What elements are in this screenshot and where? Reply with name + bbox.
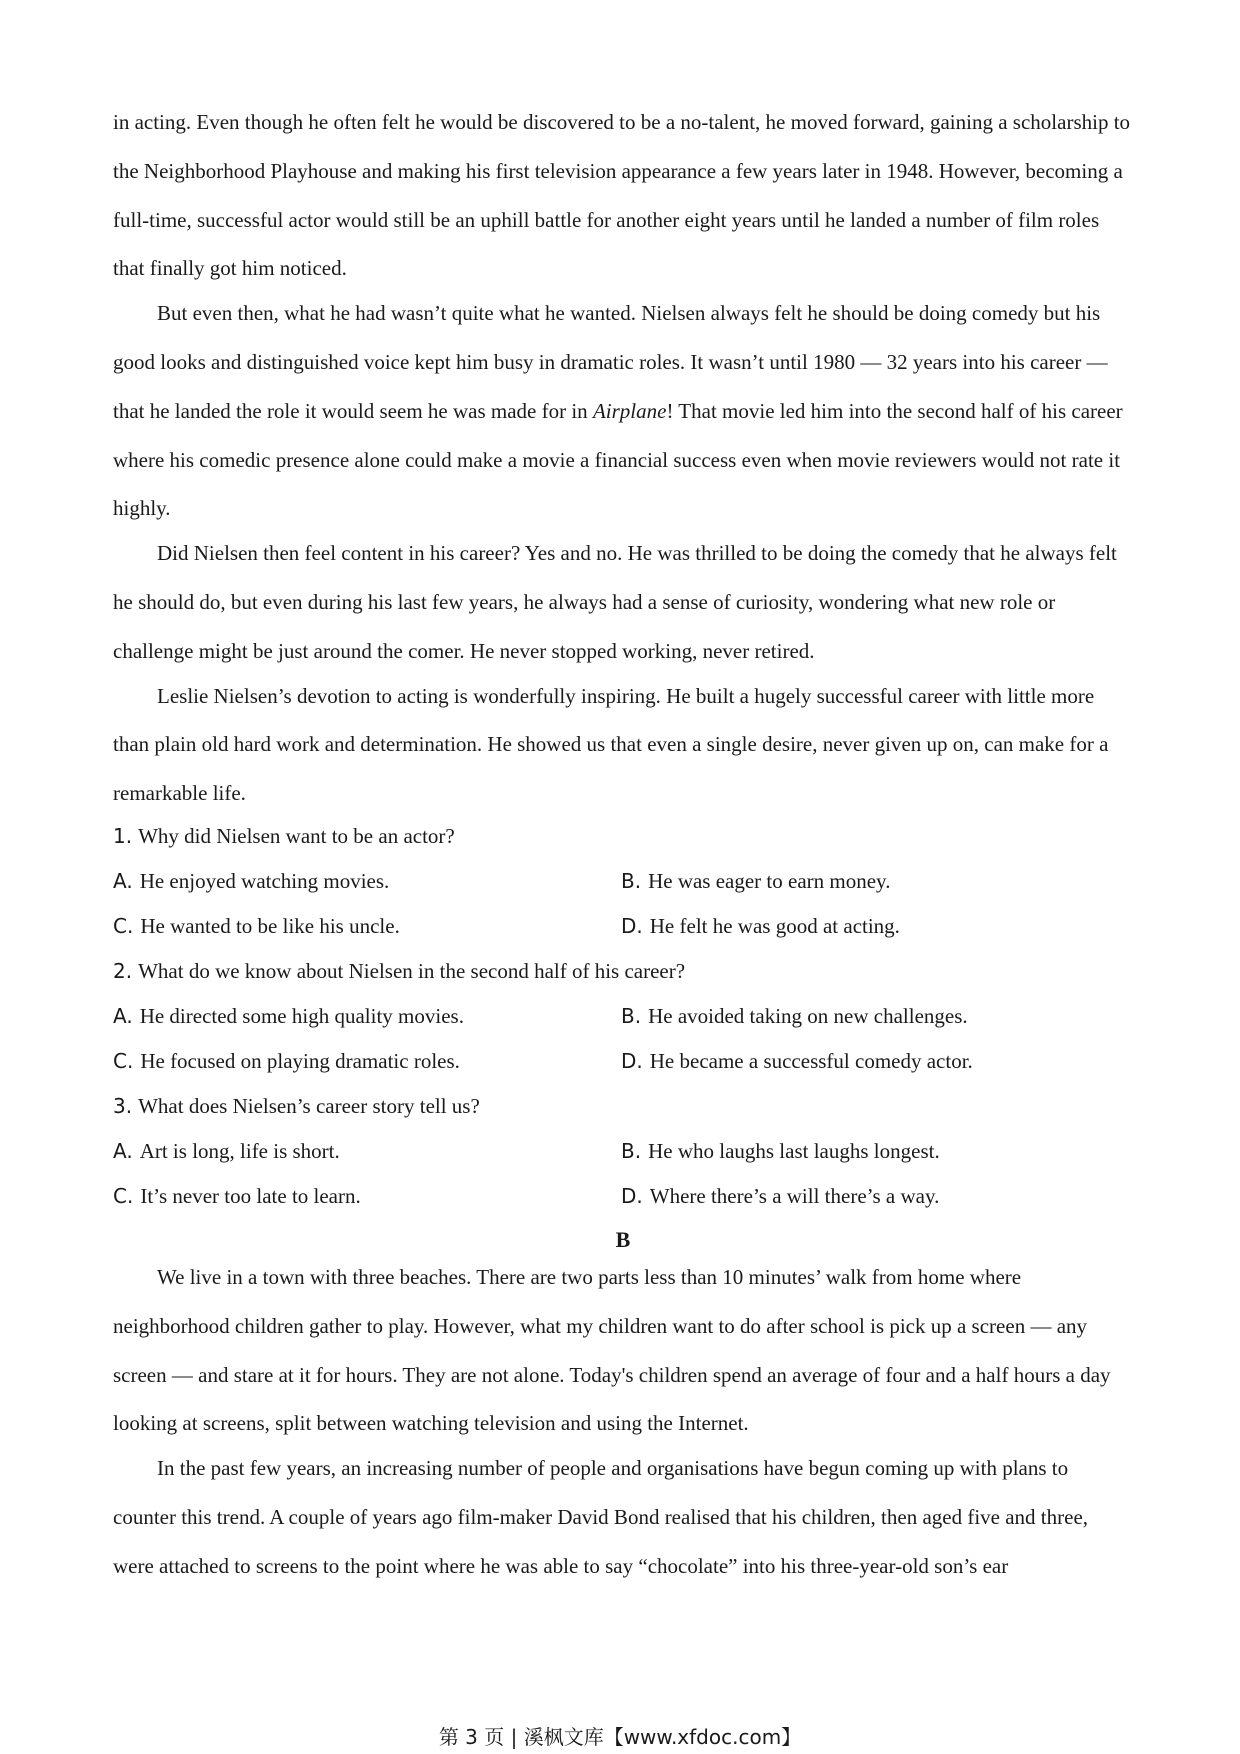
- option-letter: B.: [621, 868, 642, 893]
- question-3: [113, 1084, 1133, 1219]
- question-stem: [113, 814, 1133, 859]
- passage-a-paragraph-3: Did Nielsen then feel content in his career? Yes and no. He was thrilled to be doing the comedy that he always felt he should do, but even during his last few years, he always had a sense of curiosity, wondering what new role or challenge might be just around the comer. He never stopped working, never retired.: [113, 541, 1117, 663]
- question-stem: [113, 949, 1133, 994]
- passage-a-paragraph-4: Leslie Nielsen’s devotion to acting is wonderfully inspiring. He built a hugely successful career with little more than plain old hard work and determination. He showed us that even a single desire, never given up on, can make for a remarkable life.: [113, 683, 1109, 806]
- option-text: Art is long, life is short.: [139, 1138, 340, 1163]
- option-text: He became a successful comedy actor.: [649, 1048, 973, 1073]
- page-footer: 第 3 页 | 溪枫文库【www.xfdoc.com】: [438, 1725, 802, 1749]
- passage-a-paragraph-1: in acting. Even though he often felt he would be discovered to be a no-talent, he moved forward, gaining a scholarship to the Neighborhood Playhouse and making his first television appearance a few years later in 1948. However, becoming a full-time, successful actor would still be an uphill battle for another eight years until he landed a number of film roles that finally got him noticed.: [113, 110, 1131, 281]
- option-row: [113, 994, 1133, 1039]
- option-d: [621, 1174, 1129, 1219]
- option-letter: C.: [113, 913, 134, 938]
- option-letter: B.: [621, 1003, 642, 1028]
- option-text: It’s never too late to learn.: [140, 1183, 361, 1208]
- option-letter: D.: [621, 913, 643, 938]
- option-letter: A.: [113, 1138, 133, 1163]
- movie-title-airplane: Airplane: [592, 398, 667, 423]
- option-c: [113, 1174, 621, 1219]
- option-letter: C.: [113, 1048, 134, 1073]
- question-2: [113, 949, 1133, 1084]
- option-b: [621, 1129, 1129, 1174]
- option-a: [113, 1129, 621, 1174]
- option-row: [113, 1129, 1133, 1174]
- question-1: [113, 814, 1133, 949]
- option-b: [621, 994, 1129, 1039]
- question-text: Why did Nielsen want to be an actor?: [138, 823, 455, 848]
- question-number: 3.: [113, 1093, 133, 1118]
- option-row: [113, 859, 1133, 904]
- option-d: [621, 904, 1129, 949]
- option-letter: B.: [621, 1138, 642, 1163]
- option-a: [113, 994, 621, 1039]
- option-row: [113, 1039, 1133, 1084]
- option-letter: D.: [621, 1048, 643, 1073]
- option-text: He directed some high quality movies.: [139, 1003, 464, 1028]
- option-letter: A.: [113, 1003, 133, 1028]
- option-text: Where there’s a will there’s a way.: [649, 1183, 940, 1208]
- question-text: What do we know about Nielsen in the second half of his career?: [138, 958, 686, 983]
- passage-a-paragraph-2: [113, 289, 1133, 533]
- option-c: [113, 904, 621, 949]
- option-text: He focused on playing dramatic roles.: [140, 1048, 460, 1073]
- question-text: What does Nielsen’s career story tell us?: [138, 1093, 480, 1118]
- question-number: 2.: [113, 958, 133, 983]
- option-row: [113, 904, 1133, 949]
- option-text: He enjoyed watching movies.: [139, 868, 390, 893]
- passage-a-paragraph-2-text-after: ! That movie led him into the second half of his career where his comedic presence alone could make a movie a financial success even when movie reviewers would not rate it highly.: [113, 398, 1123, 521]
- option-text: He avoided taking on new challenges.: [648, 1003, 968, 1028]
- option-letter: D.: [621, 1183, 643, 1208]
- question-number: 1.: [113, 823, 133, 848]
- option-text: He felt he was good at acting.: [649, 913, 900, 938]
- option-text: He who laughs last laughs longest.: [648, 1138, 940, 1163]
- option-d: [621, 1039, 1129, 1084]
- option-a: [113, 859, 621, 904]
- option-row: [113, 1174, 1133, 1219]
- question-stem: [113, 1084, 1133, 1129]
- passage-b-paragraph-2: In the past few years, an increasing number of people and organisations have begun coming up with plans to counter this trend. A couple of years ago film-maker David Bond realised that his children, then aged five and three, were attached to screens to the point where he was able to say “chocolate” into his three-year-old son’s ear: [113, 1456, 1089, 1578]
- option-b: [621, 859, 1129, 904]
- option-text: He was eager to earn money.: [648, 868, 891, 893]
- passage-b-paragraph-1: We live in a town with three beaches. There are two parts less than 10 minutes’ walk from home where neighborhood children gather to play. However, what my children want to do after school is pick up a screen — any screen — and stare at it for hours. They are not alone. Today's children spend an average of four and a half hours a day looking at screens, split between watching television and using the Internet.: [113, 1264, 1111, 1436]
- option-letter: C.: [113, 1183, 134, 1208]
- document-page: [113, 98, 1133, 1587]
- passage-a-paragraph-2-text-before: But even then, what he had wasn’t quite what he wanted. Nielsen always felt he should be doing comedy but his good looks and distinguished voice kept him busy in dramatic roles. It wasn’t until 1980 — 32 years into his career — that he landed the role it would seem he was made for in: [113, 301, 1108, 423]
- option-letter: A.: [113, 868, 133, 893]
- section-title: B: [615, 1226, 631, 1252]
- option-c: [113, 1039, 621, 1084]
- option-text: He wanted to be like his uncle.: [140, 913, 400, 938]
